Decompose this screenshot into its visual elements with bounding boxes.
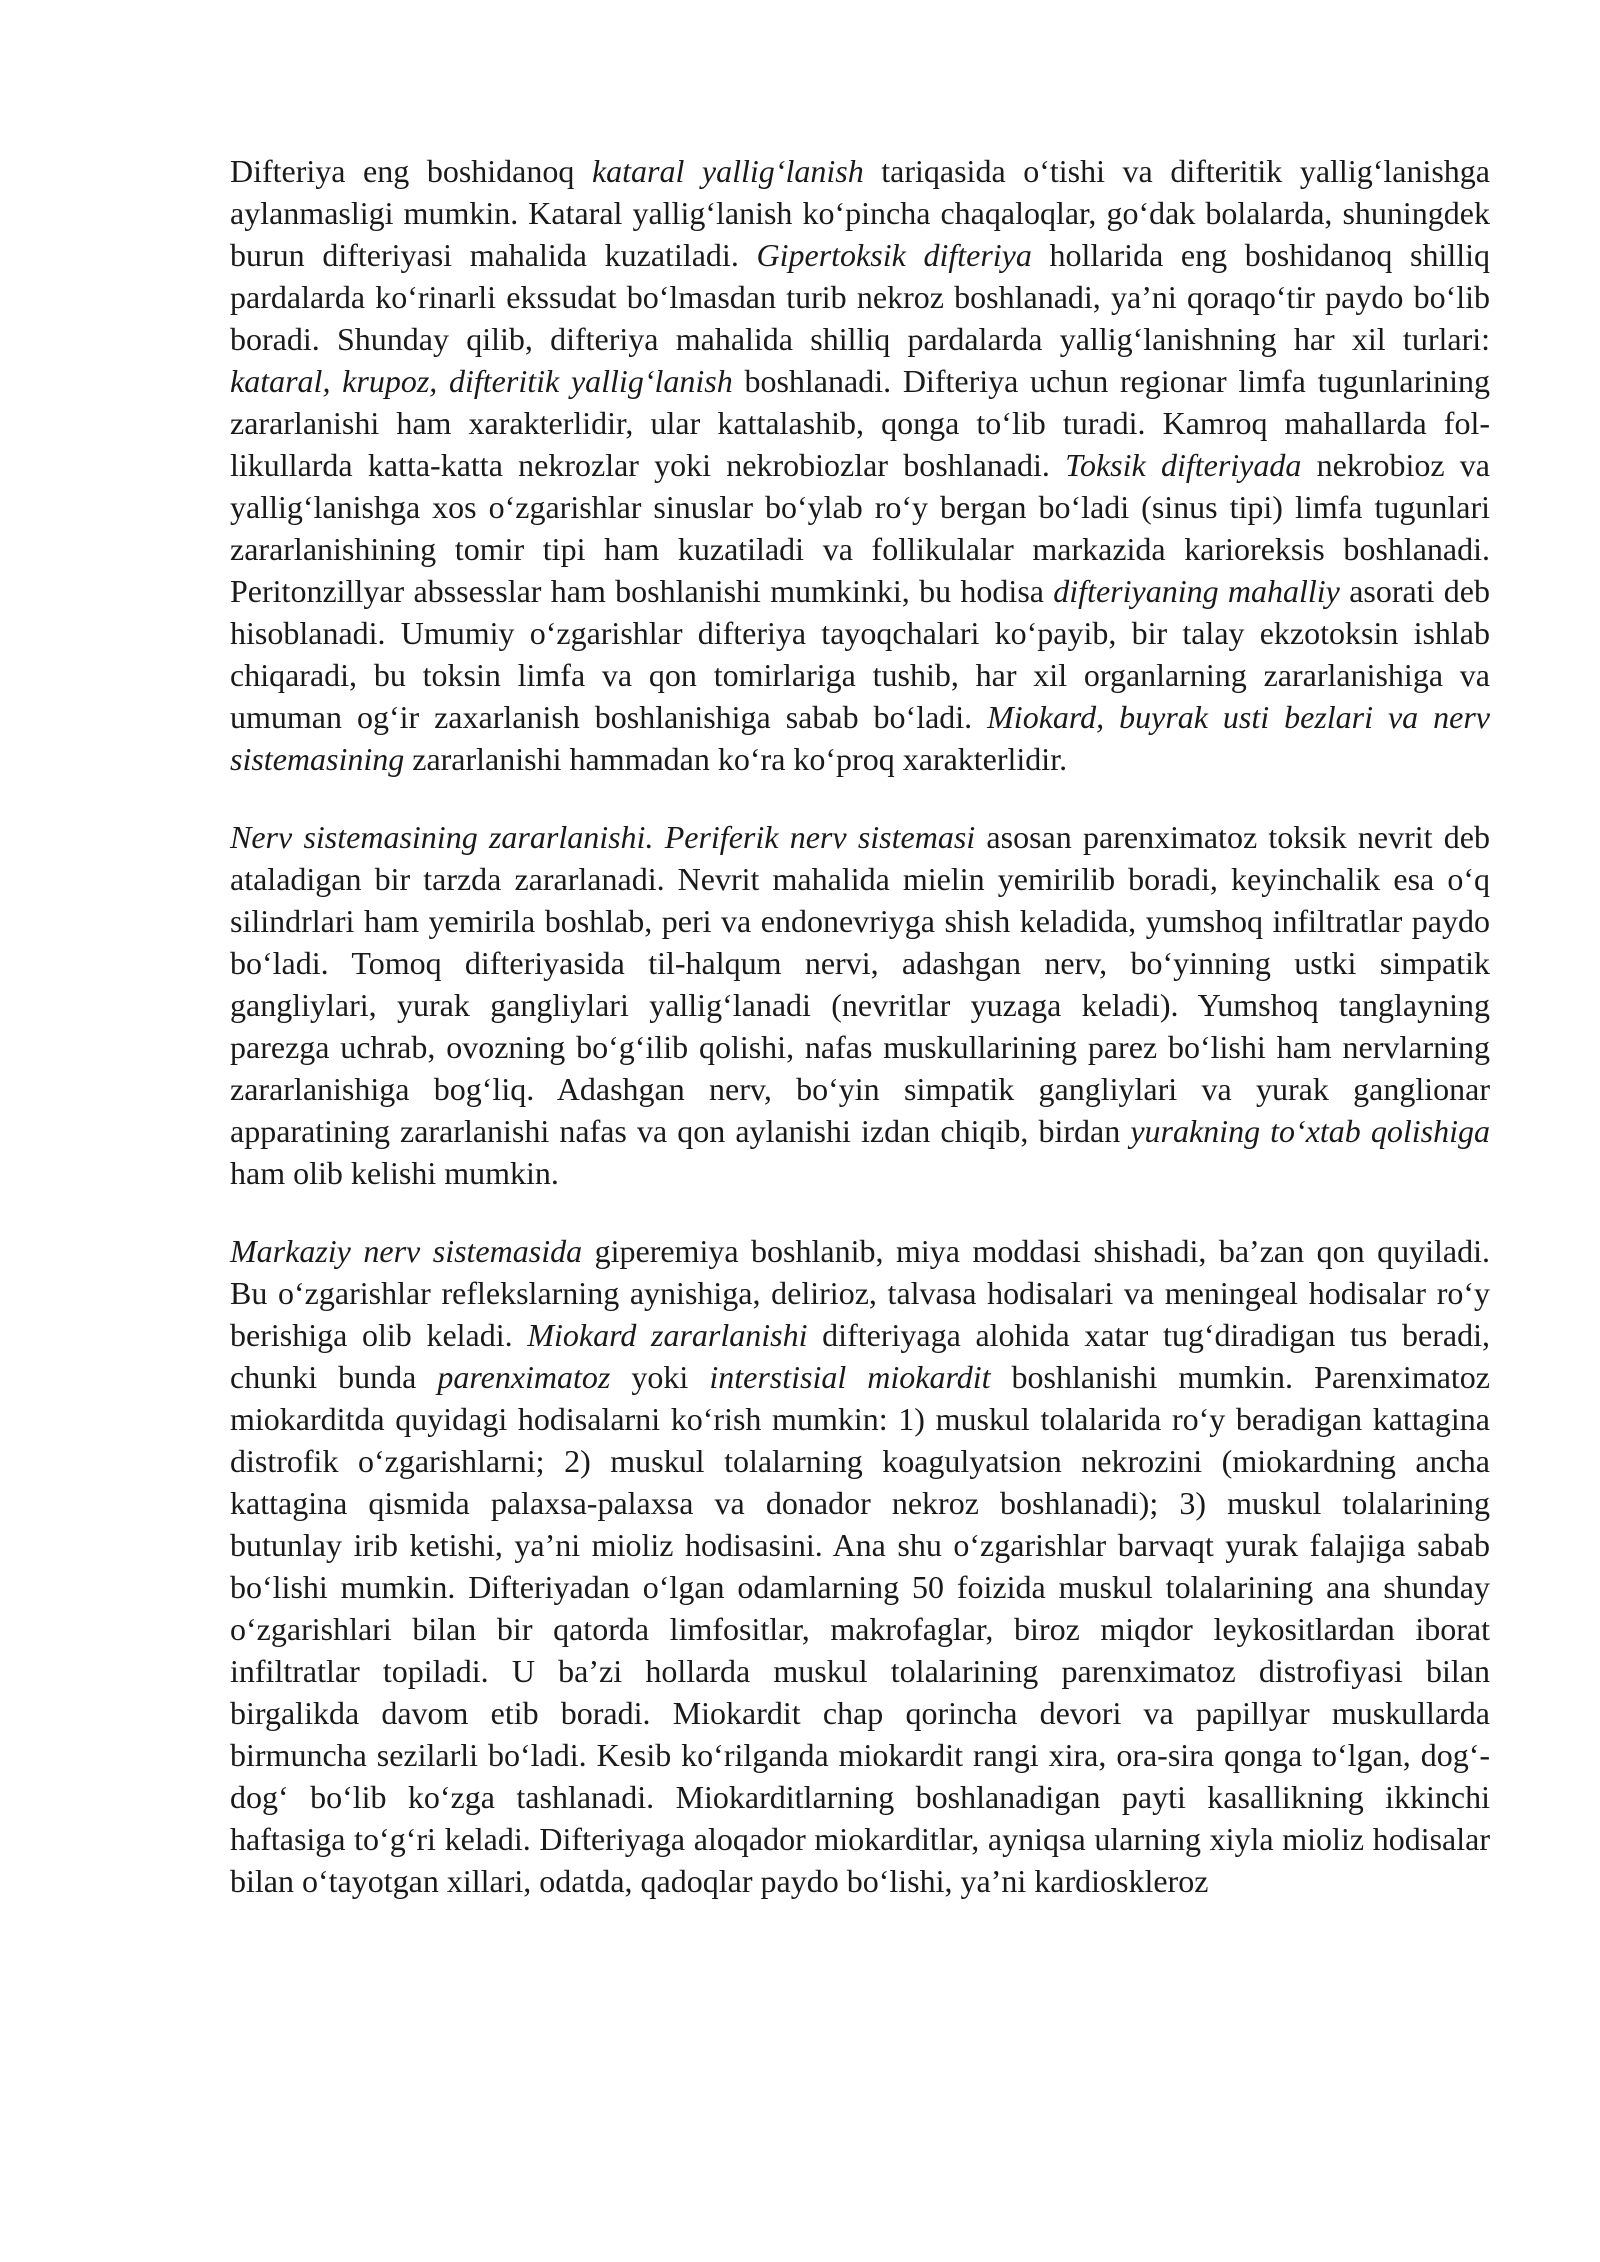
text-run: boshlanadi. Difteriya uchun regionar limfa tugunlarining zararlanishi ham xarakterlidir, ular kattalashib, qonga to‘lib turadi. Kamroq mahallarda follikullarda katta-katta nekrozlar yoki nekrobiozlar boshlanadi. [230, 363, 1491, 483]
paragraph-difteriya-overview [230, 150, 1490, 780]
text-run: nekrobioz va yallig‘lanishga xos o‘zgarishlar sinuslar bo‘ylab ro‘y bergan bo‘ladi (sinus tipi) limfa tugunlari zararlanishining tomir tipi ham kuzatiladi va follikulalar markazida karioreksis boshlanadi. Peritonzillyar abssesslar ham boshlanishi mumkinki, bu hodisa [230, 447, 1490, 609]
italic-term: Toksik difteriyada [1065, 447, 1302, 483]
italic-term: interstisial miokardit [709, 1359, 991, 1395]
paragraph-markaziy-nerv-miokard [230, 1230, 1490, 1902]
italic-term: kataral, krupoz, difteritik yallig‘lanish [230, 363, 733, 399]
text-run: giperemiya boshlanib, miya moddasi shishadi, ba’zan qon quyiladi. Bu o‘zgarishlar reflekslarning aynishiga, delirioz, talvasa hodisalari va meningeal hodisalar ro‘y berishiga olib keladi. [230, 1233, 1491, 1353]
text-run: boshlanishi mumkin. Parenximatoz miokarditda quyidagi hodisalarni ko‘rish mumkin: 1) muskul tolalarida ro‘y beradigan kattagina distrofik o‘zgarishlarni; 2) muskul tolalarning koagulyatsion nekrozini (miokardning ancha kattagina qismida palaxsa-palaxsa va donador nekroz boshlanadi); 3) muskul tolalarining butunlay irib ketishi, ya’ni mioliz hodisasini. Ana shu o‘zgarishlar barvaqt yurak falajiga sabab bo‘lishi mumkin. Difteriyadan o‘lgan odamlarning 50 foizida muskul tolalarining ana shunday o‘zgarishlari bilan bir qatorda limfositlar, makrofaglar, biroz miqdor leykositlardan iborat infiltratlar topiladi. U ba’zi hollarda muskul tolalarining parenximatoz distrofiyasi bilan birgalikda davom etib boradi. Miokardit chap qorincha devori va papillyar muskullarda birmuncha sezilarli bo‘ladi. Kesib ko‘rilganda miokardit rangi xira, ora-sira qonga to‘lgan, dog‘-dog‘ bo‘lib ko‘zga tashlanadi. Miokarditlarning boshlanadigan payti kasallikning ikkinchi haftasiga to‘g‘ri keladi. Difteriyaga aloqador miokarditlar, ayniqsa ularning xiyla mioliz hodisalar bilan o‘tayotgan xillari, odatda, qadoqlar paydo bo‘lishi, ya’ni kardioskleroz [230, 1359, 1490, 1899]
paragraph-nerv-sistemasi [230, 816, 1490, 1194]
italic-term: Nerv sistemasining zararlanishi. Periferik nerv sistemasi [230, 819, 976, 855]
text-run: asorati deb hisoblanadi. Umumiy o‘zgarishlar difteriya tayoqchalari ko‘payib, bir talay ekzotoksin ishlab chiqaradi, bu toksin limfa va qon tomirlariga tushib, har xil organlarning zararlanishiga va umuman og‘ir zaxarlanish boshlanishiga sabab bo‘ladi. [230, 573, 1491, 735]
text-run: hollarida eng boshidanoq shilliq pardalarda ko‘rinarli ekssudat bo‘lmasdan turib nekroz boshlanadi, ya’ni qoraqo‘tir paydo bo‘lib boradi. Shunday qilib, difteriya mahalida shilliq pardalarda yallig‘lanishning har xil turlari: [230, 237, 1491, 357]
italic-term: Gipertoksik difteriya [756, 237, 1032, 273]
text-run: zararlanishi hammadan ko‘ra ko‘proq xarakterlidir. [404, 741, 1068, 777]
text-run: asosan parenximatoz toksik nevrit deb ataladigan bir tarzda zararlanadi. Nevrit mahalida mielin yemirilib boradi, keyinchalik esa o‘q silindrlari ham yemirila boshlab, peri va endonevriyga shish keladida, yumshoq infiltratlar paydo bo‘ladi. Tomoq difteriyasida til-halqum nervi, adashgan nerv, bo‘yinning ustki simpatik gangliylari, yurak gangliylari yallig‘lanadi (nevritlar yuzaga keladi). Yumshoq tanglayning parezga uchrab, ovozning bo‘g‘ilib qolishi, nafas muskullarining parez bo‘lishi ham nervlarning zararlanishiga bog‘liq. Adashgan nerv, bo‘yin simpatik gangliylari va yurak ganglionar apparatining zararlanishi nafas va qon aylanishi izdan chiqib, birdan [230, 819, 1491, 1149]
italic-term: Miokard, buyrak usti bezlari va nerv sistemasining [230, 699, 1491, 777]
italic-term: yurakning to‘xtab qolishiga [1130, 1113, 1491, 1149]
italic-term: Markaziy nerv sistemasida [230, 1233, 583, 1269]
italic-term: parenximatoz [437, 1359, 611, 1395]
text-run: Difteriya eng boshidanoq [230, 153, 592, 189]
italic-term: Miokard zararlanishi [527, 1317, 808, 1353]
text-run: difteriyaga alohida xatar tug‘diradigan tus beradi, chunki bunda [230, 1317, 1491, 1395]
document-page [230, 150, 1490, 1938]
text-run: ham olib kelishi mumkin. [230, 1155, 559, 1191]
italic-term: difteriyaning mahalliy [1053, 573, 1340, 609]
italic-term: kataral yallig‘lanish [591, 153, 864, 189]
text-run: yoki [610, 1359, 710, 1395]
text-run: tariqasida o‘tishi va difteritik yallig‘lanishga aylanmasligi mumkin. Kataral yallig‘lanish ko‘pincha chaqaloqlar, go‘dak bolalarda, shuningdek burun difteriyasi mahalida kuzatiladi. [230, 153, 1491, 273]
